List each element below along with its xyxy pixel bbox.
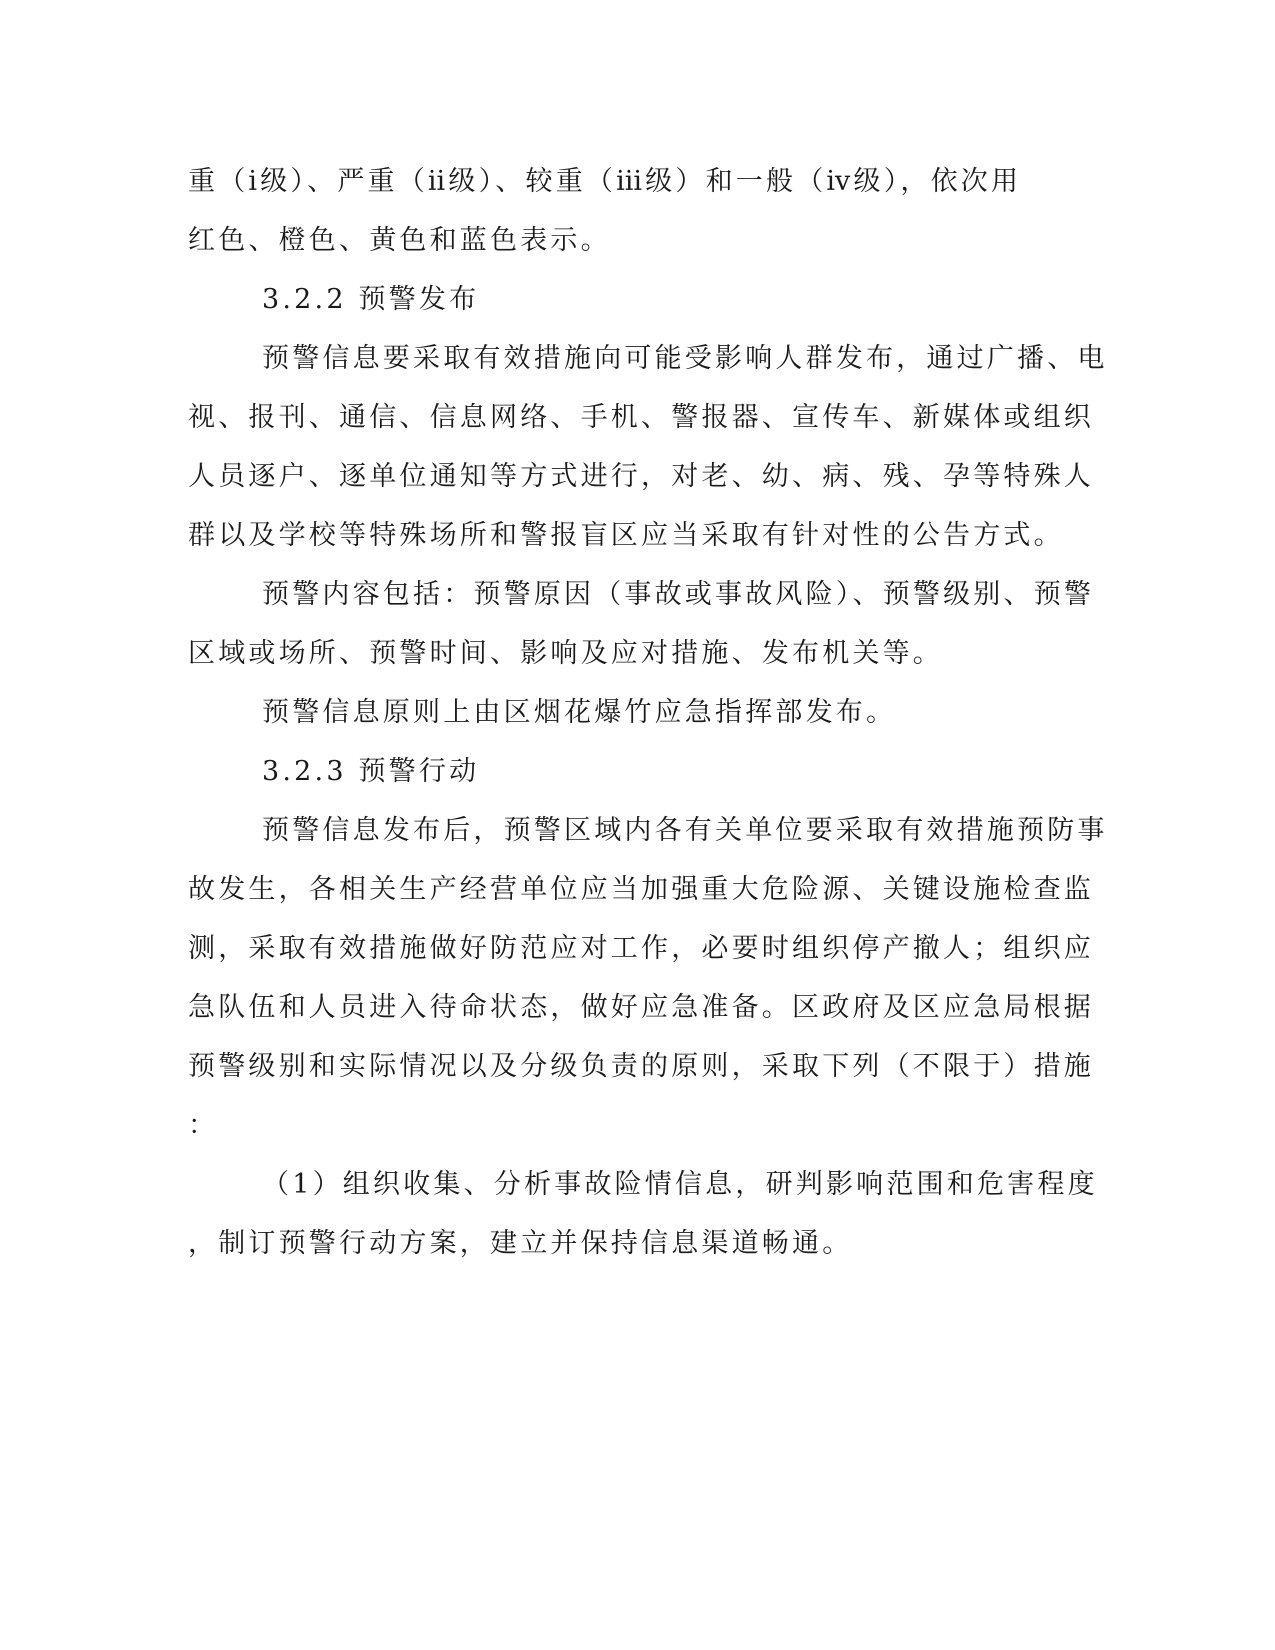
body-line: 故发生，各相关生产经营单位应当加强重大危险源、关键设施检查监 [188, 874, 1094, 905]
body-line: 预警信息原则上由区烟花爆竹应急指挥部发布。 [262, 697, 897, 728]
body-line: 群以及学校等特殊场所和警报盲区应当采取有针对性的公告方式。 [188, 520, 1064, 551]
body-line: 预警内容包括：预警原因（事故或事故风险）、预警级别、预警 [262, 579, 1095, 610]
body-line: 红色、橙色、黄色和蓝色表示。 [188, 225, 611, 256]
body-line: 重（ⅰ级）、严重（ⅱ级）、较重（ⅲ级）和一般（ⅳ级），依次用 [188, 166, 1022, 197]
section-heading-3-2-2: 3.2.2 预警发布 [262, 284, 480, 315]
body-line: ，制订预警行动方案，建立并保持信息渠道畅通。 [188, 1228, 853, 1259]
body-line: ： [188, 1110, 219, 1141]
body-line: 预警级别和实际情况以及分级负责的原则，采取下列（不限于）措施 [188, 1051, 1094, 1082]
body-line: 急队伍和人员进入待命状态，做好应急准备。区政府及区应急局根据 [188, 992, 1094, 1023]
body-line: 测，采取有效措施做好防范应对工作，必要时组织停产撤人；组织应 [188, 933, 1094, 964]
body-line: 视、报刊、通信、信息网络、手机、警报器、宣传车、新媒体或组织 [188, 402, 1094, 433]
body-line: 预警信息要采取有效措施向可能受影响人群发布，通过广播、电 [262, 343, 1108, 374]
section-heading-3-2-3: 3.2.3 预警行动 [262, 756, 480, 787]
body-line: 区域或场所、预警时间、影响及应对措施、发布机关等。 [188, 638, 943, 669]
body-line: 预警信息发布后，预警区域内各有关单位要采取有效措施预防事 [262, 815, 1108, 846]
body-line: 人员逐户、逐单位通知等方式进行，对老、幼、病、残、孕等特殊人 [188, 461, 1094, 492]
list-item-1: （1）组织收集、分析事故险情信息，研判影响范围和危害程度 [262, 1169, 1098, 1200]
